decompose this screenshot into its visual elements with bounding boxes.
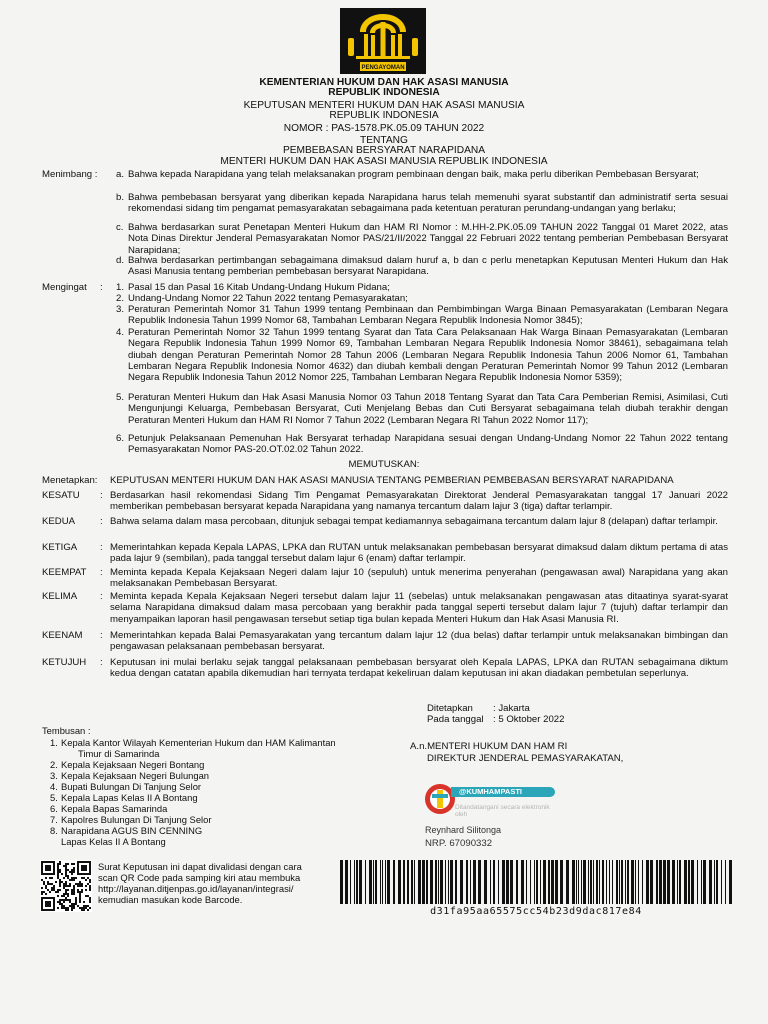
clause-label: KESATU xyxy=(42,490,80,501)
tanggal-value: : 5 Oktober 2022 xyxy=(493,714,565,725)
signatory-an: A.n.MENTERI HUKUM DAN HAM RI xyxy=(410,741,568,752)
tembusan-item: Narapidana AGUS BIN CENNING xyxy=(61,825,203,836)
clause-label: KEENAM xyxy=(42,630,83,641)
tembusan-item: Bupati Bulungan Di Tanjung Selor xyxy=(61,781,202,792)
decision-title-line2: REPUBLIK INDONESIA xyxy=(329,110,439,121)
ministry-title: KEMENTERIAN HUKUM DAN HAK ASASI MANUSIA xyxy=(259,77,509,88)
mengingat-item-5: Peraturan Menteri Hukum dan Hak Asasi Manusia Nomor 03 Tahun 2018 Tentang Syarat dan Tata Cara Pemberian Remisi, Asimilasi, Cuti Mengunjungi Keluarga, Pembebasan Bersyarat, Cuti Menjelang Bebas dan Cuti Bersyarat sebagaimana telah diubah terakhir dengan Peraturan Menteri Hukum dan HAM RI Nomor 7 Tahun 2022 (Lembaran Negara RI Tahun 2022 Nomor 117); xyxy=(128,392,728,426)
clause-keempat: Meminta kepada Kepala Kejaksaan Negeri dalam lajur 10 (sepuluh) untuk menerima penyerahan (pengawasan awal) Narapidana yang akan melaksanakan Pembebasan Bersyarat. xyxy=(110,567,728,590)
clause-label: KELIMA xyxy=(42,591,78,602)
mengingat-item-1: Pasal 15 dan Pasal 16 Kitab Undang-Undang Hukum Pidana; xyxy=(128,282,390,293)
logo-caption: PENGAYOMAN xyxy=(361,65,405,71)
mengingat-num: 5. xyxy=(116,392,125,403)
tembusan-item-cont: Timur di Samarinda xyxy=(78,748,160,759)
mengingat-item-3: Peraturan Pemerintah Nomor 31 Tahun 1999 tentang Pembinaan dan Pembimbingan Warga Binaan Pemasyarakatan (Lembaran Negara Republik Indonesia Tahun 1999 Nomor 68, Tambahan Lembaran Negara Republik Indonesia Nomor 3845); xyxy=(128,304,728,327)
clause-colon: : xyxy=(100,567,103,578)
ditetapkan-label: Ditetapkan xyxy=(427,703,473,714)
menimbang-letter: a. xyxy=(116,169,125,180)
decision-title-line1: KEPUTUSAN MENTERI HUKUM DAN HAK ASASI MANUSIA xyxy=(243,100,525,111)
e-sign-stamp xyxy=(423,778,563,818)
stamp-brand: @KUMHAMPASTI xyxy=(459,787,523,796)
menimbang-letter: d. xyxy=(116,255,125,266)
mengingat-colon: : xyxy=(100,282,103,293)
tembusan-item: Kepala Kantor Wilayah Kementerian Hukum dan HAM Kalimantan xyxy=(61,737,336,748)
about-label: TENTANG xyxy=(360,135,408,146)
tembusan-item-cont: Lapas Kelas II A Bontang xyxy=(61,836,166,847)
stamp-caption: Ditandatangani secara elektronik oleh xyxy=(455,804,550,818)
mengingat-item-2: Undang-Undang Nomor 22 Tahun 2022 tentang Pemasyarakatan; xyxy=(128,293,408,304)
barcode-code: d31fa95aa65575cc54b23d9dac817e84 xyxy=(430,906,642,917)
signatory-title: DIREKTUR JENDERAL PEMASYARAKATAN, xyxy=(427,753,624,764)
menimbang-item-c: Bahwa berdasarkan surat Penetapan Menteri Hukum dan HAM RI Nomor : M.HH-2.PK.05.09 TAHUN 2022 Tanggal 01 Maret 2022, atas Nota Dinas Direktur Jenderal Pemasyarakatan Nomor PAS/21/II/2022 Tanggal 22 Februari 2022 tentang pemberian Pembebasan Bersyarat Narapidana; xyxy=(128,222,728,256)
decision-number: NOMOR : PAS-1578.PK.05.09 TAHUN 2022 xyxy=(283,123,485,134)
tembusan-num: 4. xyxy=(50,781,58,792)
signatory-nrp: NRP. 67090332 xyxy=(425,838,493,849)
mengingat-item-6: Petunjuk Pelaksanaan Pemenuhan Hak Bersyarat terhadap Narapidana sesuai dengan Undang-Undang Nomor 22 Tahun 2022 tentang Pemasyarakatan Nomor PAS-20.OT.02.02 Tahun 2022. xyxy=(128,433,728,456)
tembusan-item: Kepala Kejaksaan Negeri Bulungan xyxy=(61,770,210,781)
decision-subject: PEMBEBASAN BERSYARAT NARAPIDANA xyxy=(282,145,486,156)
signatory-name: Reynhard Silitonga xyxy=(425,825,502,835)
menimbang-item-a: Bahwa kepada Narapidana yang telah melaksanakan program pembinaan dengan baik, maka perlu diberikan Pembebasan Bersyarat; xyxy=(128,169,699,180)
clause-colon: : xyxy=(100,542,103,553)
tembusan-num: 8. xyxy=(50,825,58,836)
tembusan-item: Kepala Bapas Samarinda xyxy=(61,803,168,814)
ditetapkan-value: : Jakarta xyxy=(493,703,530,714)
validation-line: kemudian masukan kode Barcode. xyxy=(98,894,243,905)
barcode-icon xyxy=(336,860,736,906)
validation-line: scan QR Code pada samping kiri atau membuka xyxy=(98,872,301,883)
clause-colon: : xyxy=(100,516,103,527)
clause-kelima: Meminta kepada Kepala Kejaksaan Negeri tersebut dalam lajur 11 (sebelas) untuk melaksanakan pengawasan atas ditaatinya syarat-syarat selama Narapidana dimaksud dalam masa percobaan yang berakhir pada tanggal seperti tersebut dalam lajur 7 (tujuh) daftar terlampir dan menyampaikan laporan hasil pengawasan tersebut setiap tiga bulan kepada Menteri Hukum dan Hak Asasi Manusia RI. xyxy=(110,591,728,625)
menimbang-letter: c. xyxy=(116,222,124,233)
clause-colon: : xyxy=(100,657,103,668)
clause-keenam: Memerintahkan kepada Balai Pemasyarakatan yang tercantum dalam lajur 12 (dua belas) daftar terlampir untuk melaksanakan bimbingan dan pengawasan pelaksanaan pembebasan bersyarat. xyxy=(110,630,728,653)
tembusan-num: 1. xyxy=(50,737,58,748)
clause-label: KEEMPAT xyxy=(42,567,87,578)
pengayoman-logo-icon xyxy=(340,8,426,74)
menetapkan-text: KEPUTUSAN MENTERI HUKUM DAN HAK ASASI MANUSIA TENTANG PEMBERIAN PEMBEBASAN BERSYARAT NARAPIDANA xyxy=(110,475,674,486)
tembusan-item: Kepala Kejaksaan Negeri Bontang xyxy=(61,759,205,770)
menetapkan-label: Menetapkan: xyxy=(42,475,98,486)
tembusan-num: 7. xyxy=(50,814,58,825)
clause-colon: : xyxy=(100,591,103,602)
qr-code-icon xyxy=(40,860,92,912)
menimbang-label: Menimbang : xyxy=(42,169,98,180)
tembusan-item: Kepala Lapas Kelas II A Bontang xyxy=(61,792,198,803)
menimbang-item-b: Bahwa pembebasan bersyarat yang diberikan kepada Narapidana harus telah memenuhi syarat substantif dan administratif serta sesuai rekomendasi sidang tim pengamat pemasyarakatan sebagaimana pada ketentuan peraturan perundang-undangan yang berlaku; xyxy=(128,192,728,215)
clause-kedua: Bahwa selama dalam masa percobaan, ditunjuk sebagai tempat kediamannya sebagaimana tercantum dalam lajur 8 (delapan) daftar terlampir. xyxy=(110,516,718,527)
republic-title: REPUBLIK INDONESIA xyxy=(328,87,440,98)
mengingat-num: 6. xyxy=(116,433,125,444)
mengingat-num: 1. xyxy=(116,282,125,293)
mengingat-num: 2. xyxy=(116,293,125,304)
validation-link: http://layanan.ditjenpas.go.id/layanan/integrasi/ xyxy=(98,883,294,894)
clause-kesatu: Berdasarkan hasil rekomendasi Sidang Tim Pengamat Pemasyarakatan Direktorat Jenderal Pemasyarakatan tanggal 17 Januari 2022 memberikan pembebasan bersyarat kepada Narapidana yang namanya tercantum dalam lajur 3 (tiga) daftar terlampir. xyxy=(110,490,728,513)
validation-line: Surat Keputusan ini dapat divalidasi dengan cara xyxy=(98,861,302,872)
clause-colon: : xyxy=(100,630,103,641)
tembusan-item: Kapolres Bulungan Di Tanjung Selor xyxy=(61,814,212,825)
menimbang-item-d: Bahwa berdasarkan pertimbangan sebagaimana dimaksud dalam huruf a, b dan c perlu menetapkan Keputusan Menteri Hukum dan Hak Asasi Manusia tentang pemberian pembebasan bersyarat Narapidana. xyxy=(128,255,728,278)
mengingat-item-4: Peraturan Pemerintah Nomor 32 Tahun 1999 tentang Syarat dan Tata Cara Pelaksanaan Hak Warga Binaan Pemasyarakatan (Lembaran Negara Republik Indonesia Tahun 1999 Nomor 69, Tambahan Lembaran Negara Republik Indonesia Nomor 38461), sebagaimana telah diubah dengan Peraturan Pemerintah Nomor 28 Tahun 2006 (Lembaran Negara Republik Indonesia Tahun 2006 Nomor 61, Tambahan Lembaran Negara Republik Indonesia Nomor 4632) dan diubah kembali dengan Peraturan Pemerintah Nomor 99 Tahun 2012 (Lembaran Negara Republik Indonesia Tahun 2012 Nomor 225, Tambahan Lembaran Negara Republik Indonesia Nomor 5359); xyxy=(128,327,728,384)
tembusan-num: 6. xyxy=(50,803,58,814)
mengingat-label: Mengingat xyxy=(42,282,87,293)
clause-colon: : xyxy=(100,490,103,501)
clause-label: KETUJUH xyxy=(42,657,87,668)
clause-ketiga: Memerintahkan kepada Kepala LAPAS, LPKA dan RUTAN untuk melaksanakan pembebasan bersyarat dimaksud dalam diktum pertama di atas pada lajur 9 (sembilan), pada tanggal tersebut dalam lajur 6 (enam) daftar terlampir. xyxy=(110,542,728,565)
tembusan-num: 3. xyxy=(50,770,58,781)
menimbang-letter: b. xyxy=(116,192,125,203)
tembusan-num: 2. xyxy=(50,759,58,770)
clause-label: KEDUA xyxy=(42,516,76,527)
memutuskan-heading: MEMUTUSKAN: xyxy=(348,459,420,470)
clause-label: KETIGA xyxy=(42,542,78,553)
mengingat-num: 3. xyxy=(116,304,125,315)
mengingat-num: 4. xyxy=(116,327,125,338)
tanggal-label: Pada tanggal xyxy=(427,714,484,725)
tembusan-label: Tembusan : xyxy=(42,725,91,736)
tembusan-num: 5. xyxy=(50,792,58,803)
minister-title: MENTERI HUKUM DAN HAK ASASI MANUSIA REPUBLIK INDONESIA xyxy=(220,156,548,167)
clause-ketujuh: Keputusan ini mulai berlaku sejak tanggal pelaksanaan pembebasan bersyarat oleh Kepala LAPAS, LPKA dan RUTAN sebagaimana diktum kedua dengan catatan apabila dikemudian hari ternyata terdapat kekeliruan dalam keputusan ini akan diadakan pembetulan seperlunya. xyxy=(110,657,728,680)
